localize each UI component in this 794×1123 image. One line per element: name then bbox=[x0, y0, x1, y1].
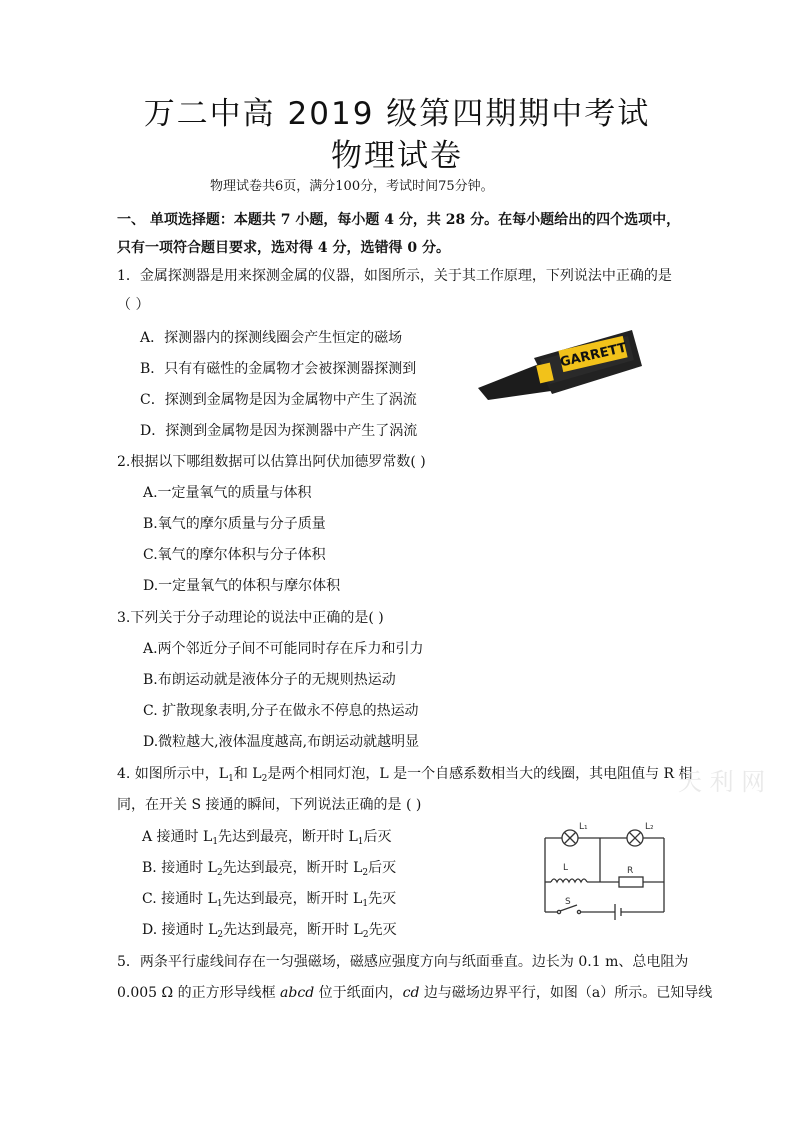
q3-stem: 3.下列关于分子动理论的说法中正确的是( ) bbox=[117, 610, 384, 626]
q3-option-c: C. 扩散现象表明,分子在做永不停息的热运动 bbox=[143, 703, 419, 719]
q1-option-b: B．只有有磁性的金属物才会被探测器探测到 bbox=[140, 361, 417, 377]
q3-option-d: D.微粒越大,液体温度越高,布朗运动就越明显 bbox=[143, 734, 420, 750]
exam-subtitle: 物理试卷 bbox=[331, 138, 463, 174]
q4-stem-line2: 同，在开关 S 接通的瞬间，下列说法正确的是 ( ) bbox=[117, 797, 422, 813]
q3-option-b: B.布朗运动就是液体分子的无规则热运动 bbox=[143, 672, 396, 688]
detector-brand-label: GARRETT bbox=[558, 340, 628, 371]
q4-option-c: C. 接通时 $L_1$先达到最亮，断开时 $L_1$先灭 bbox=[142, 891, 397, 909]
q1-option-a: A．探测器内的探测线圈会产生恒定的磁场 bbox=[140, 330, 403, 346]
q4-option-b: B. 接通时 $L_2$先达到最亮，断开时 $L_2$后灭 bbox=[142, 860, 397, 878]
q2-stem: 2.根据以下哪组数据可以估算出阿伏加德罗常数( ) bbox=[117, 454, 426, 470]
section-heading-line2: 只有一项符合题目要求，选对得 4 分，选错得 0 分。 bbox=[117, 240, 450, 256]
q1-stem-line1: 1．金属探测器是用来探测金属的仪器，如图所示，关于其工作原理，下列说法中正确的是 bbox=[117, 268, 672, 284]
exam-info: 物理试卷共6页，满分100分，考试时间75分钟。 bbox=[210, 179, 494, 194]
q1-stem-line2: （ ） bbox=[117, 297, 150, 313]
metal-detector-image bbox=[474, 328, 644, 400]
q5-line1: 5．两条平行虚线间存在一匀强磁场，磁感应强度方向与纸面垂直。边长为 0.1 m、总电阻为 bbox=[117, 954, 689, 970]
label-switch: S bbox=[565, 897, 571, 907]
q4-stem-line1: 4. 如图所示中，$L_1$和 $L_2$是两个相同灯泡，L 是一个自感系数相当大的线圈，其电阻值与 R 相 bbox=[117, 766, 693, 784]
label-l1: L₁ bbox=[579, 822, 588, 832]
label-inductor: L bbox=[563, 863, 569, 873]
label-l2: L₂ bbox=[645, 822, 654, 832]
section-heading-line1: 一、 单项选择题：本题共 7 小题，每小题 4 分，共 28 分。在每小题给出的四个选项中， bbox=[117, 212, 681, 228]
q4-option-a: A 接通时 $L_1$先达到最亮，断开时 $L_1$后灭 bbox=[142, 829, 392, 847]
q2-option-a: A.一定量氧气的质量与体积 bbox=[143, 485, 312, 501]
q2-option-c: C.氧气的摩尔体积与分子体积 bbox=[143, 547, 326, 563]
label-resistor: R bbox=[627, 866, 634, 876]
q2-option-d: D.一定量氧气的体积与摩尔体积 bbox=[143, 578, 341, 594]
q1-option-d: D．探测到金属物是因为探测器中产生了涡流 bbox=[140, 423, 418, 439]
q5-line2: 0.005 Ω 的正方形导线框 abcd 位于纸面内，cd 边与磁场边界平行，如图（a）所示。已知导线 bbox=[117, 985, 713, 1001]
q1-option-c: C．探测到金属物是因为金属物中产生了涡流 bbox=[140, 392, 417, 408]
watermark: 天 利 网 bbox=[678, 768, 766, 796]
circuit-diagram bbox=[535, 818, 670, 920]
q3-option-a: A.两个邻近分子间不可能同时存在斥力和引力 bbox=[143, 641, 424, 657]
q2-option-b: B.氧气的摩尔质量与分子质量 bbox=[143, 516, 326, 532]
q4-option-d: D. 接通时 $L_2$先达到最亮，断开时 $L_2$先灭 bbox=[142, 922, 397, 940]
exam-title: 万二中高 2019 级第四期期中考试 bbox=[143, 96, 651, 132]
